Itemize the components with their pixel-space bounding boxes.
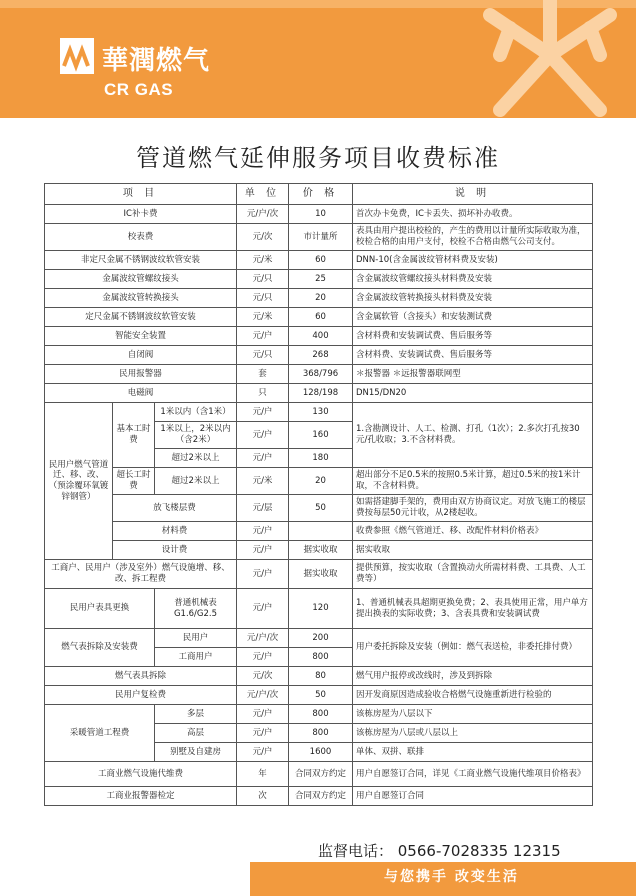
- table-row: [45, 686, 593, 705]
- row-unit: 元/户: [237, 449, 289, 468]
- row-sub: 多层: [155, 705, 237, 724]
- row-sub: 工商用户: [155, 648, 237, 667]
- table-row: [45, 541, 593, 560]
- row-unit: 元/户: [237, 327, 289, 346]
- brand-name-en: CR GAS: [104, 80, 174, 99]
- row-note: 含材料费、安装调试费、售后服务等: [353, 346, 593, 365]
- row-item: 金属波纹管螺纹接头: [45, 270, 237, 289]
- row-note: 含金属波纹管螺纹接头材料费及安装: [353, 270, 593, 289]
- row-price: 800: [289, 705, 353, 724]
- row-unit: 元/户: [237, 560, 289, 589]
- table-row: [45, 762, 593, 787]
- row-item: 民用报警器: [45, 365, 237, 384]
- row-sub: 高层: [155, 724, 237, 743]
- row-note: 首次办卡免费，IC卡丢失、损坏补办收费。: [353, 205, 593, 224]
- table-row: [45, 468, 593, 495]
- row-price: 128/198: [289, 384, 353, 403]
- row-price: 60: [289, 251, 353, 270]
- row-note: 含金属软管（含接头）和安装测试费: [353, 308, 593, 327]
- brand-name-cn: 華潤燃气: [102, 46, 211, 76]
- table-row: [45, 224, 593, 251]
- row-price: 160: [289, 422, 353, 449]
- row-note: 单体、双拼、联排: [353, 743, 593, 762]
- row-price: 据实收取: [289, 541, 353, 560]
- table-row: [45, 705, 593, 724]
- row-unit: 元/米: [237, 308, 289, 327]
- row-note: DNN-10(含金属波纹管材料费及安装): [353, 251, 593, 270]
- table-row: [45, 787, 593, 806]
- row-sub: 民用户: [155, 629, 237, 648]
- row-unit: 次: [237, 787, 289, 806]
- row-item: 民用户表具更换: [45, 589, 155, 629]
- snowflake-decoration-icon: [470, 0, 630, 118]
- row-item: 超过2米以上: [155, 468, 237, 495]
- row-note: 用户自愿签订合同，详见《工商业燃气设施代维项目价格表》: [353, 762, 593, 787]
- row-note: 燃气用户报停或改线时，涉及到拆除: [353, 667, 593, 686]
- row-price: [289, 522, 353, 541]
- row-unit: 元/层: [237, 495, 289, 522]
- row-note: 含材料费和安装调试费、售后服务等: [353, 327, 593, 346]
- row-price: 80: [289, 667, 353, 686]
- row-note: 用户自愿签订合同: [353, 787, 593, 806]
- table-header-row: [45, 184, 593, 205]
- row-item: 工商业燃气设施代维费: [45, 762, 237, 787]
- row-unit: 元/户: [237, 743, 289, 762]
- table-row: [45, 308, 593, 327]
- row-unit: 元/户/次: [237, 686, 289, 705]
- hotline-text: 监督电话： 0566-7028335 12315: [318, 842, 561, 860]
- row-item: 工商业报警器检定: [45, 787, 237, 806]
- row-price: 10: [289, 205, 353, 224]
- table-row: [45, 289, 593, 308]
- table-row: [45, 403, 593, 422]
- row-note: 收费参照《燃气管道迁、移、改配件材料价格表》: [353, 522, 593, 541]
- row-item: 民用户复检费: [45, 686, 237, 705]
- row-item: 超过2米以上: [155, 449, 237, 468]
- row-sub: 别墅及自建房: [155, 743, 237, 762]
- row-unit: 元/只: [237, 289, 289, 308]
- table-row: [45, 629, 593, 648]
- row-unit: 年: [237, 762, 289, 787]
- table-row: [45, 205, 593, 224]
- header-item: 项 目: [45, 184, 237, 205]
- row-unit: 元/户: [237, 724, 289, 743]
- row-unit: 元/户: [237, 522, 289, 541]
- row-item: IC补卡费: [45, 205, 237, 224]
- row-item: 燃气表具拆除: [45, 667, 237, 686]
- group-label: 民用户燃气管道迁、移、改、（预涂覆环氧镀锌钢管）: [45, 403, 113, 560]
- table-row: [45, 270, 593, 289]
- row-note: 用户委托拆除及安装（例如：燃气表送检，非委托排付费）: [353, 629, 593, 667]
- row-note: 提供预算，按实收取（含置换动火所需材料费、工具费、人工费等）: [353, 560, 593, 589]
- row-price: 合同双方约定: [289, 762, 353, 787]
- row-unit: 元/户: [237, 648, 289, 667]
- table-row: [45, 495, 593, 522]
- row-unit: 只: [237, 384, 289, 403]
- row-unit: 套: [237, 365, 289, 384]
- row-unit: 元/户/次: [237, 629, 289, 648]
- table-row: [45, 589, 593, 629]
- table-row: [45, 346, 593, 365]
- row-price: 800: [289, 648, 353, 667]
- row-note: 1.含勘测设计、人工、检测、打孔（1次）；2.多次打孔按30元/孔收取；3.不含材料费。: [353, 403, 593, 468]
- row-note: 表具由用户提出校检的，产生的费用以计量所实际收取为准，校检合格的由用户支付，校检不合格由燃气公司支付。: [353, 224, 593, 251]
- slogan-text: 与您携手 改变生活: [384, 869, 519, 885]
- row-item: 金属波纹管转换接头: [45, 289, 237, 308]
- row-item: 1米以上，2米以内（含2米）: [155, 422, 237, 449]
- header-unit: 单 位: [237, 184, 289, 205]
- row-unit: 元/只: [237, 270, 289, 289]
- row-item: 1米以内（含1米）: [155, 403, 237, 422]
- row-price: 50: [289, 495, 353, 522]
- row-price: 20: [289, 468, 353, 495]
- sub-label-long: 超长工时费: [113, 468, 155, 495]
- row-unit: 元/户: [237, 589, 289, 629]
- row-item: 电磁阀: [45, 384, 237, 403]
- row-unit: 元/只: [237, 346, 289, 365]
- row-item: 设计费: [113, 541, 237, 560]
- row-item: 放飞楼层费: [113, 495, 237, 522]
- row-price: 130: [289, 403, 353, 422]
- row-item: 燃气表拆除及安装费: [45, 629, 155, 667]
- table-row: [45, 251, 593, 270]
- row-item: 校表费: [45, 224, 237, 251]
- row-unit: 元/户: [237, 705, 289, 724]
- row-price: 120: [289, 589, 353, 629]
- row-item: 定尺金属不锈钢波纹软管安装: [45, 308, 237, 327]
- row-note: 含金属波纹管转换接头材料费及安装: [353, 289, 593, 308]
- row-price: 20: [289, 289, 353, 308]
- table-row: [45, 327, 593, 346]
- table-row: [45, 667, 593, 686]
- row-price: 268: [289, 346, 353, 365]
- page-title: 管道燃气延伸服务项目收费标准: [136, 144, 500, 172]
- row-item: 自闭阀: [45, 346, 237, 365]
- sub-label-basic: 基本工时费: [113, 403, 155, 468]
- row-item: 智能安全装置: [45, 327, 237, 346]
- row-note: 据实收取: [353, 541, 593, 560]
- row-unit: 元/米: [237, 251, 289, 270]
- row-note: 因开发商原因造成验收合格燃气设施重新进行检验的: [353, 686, 593, 705]
- row-note: DN15/DN20: [353, 384, 593, 403]
- row-price: 25: [289, 270, 353, 289]
- header-price: 价 格: [289, 184, 353, 205]
- row-price: 市计量所: [289, 224, 353, 251]
- row-item: 材料费: [113, 522, 237, 541]
- table-row: [45, 522, 593, 541]
- row-unit: 元/户: [237, 541, 289, 560]
- row-note: ＊报警器 ＊远报警器联网型: [353, 365, 593, 384]
- row-price: 180: [289, 449, 353, 468]
- row-price: 60: [289, 308, 353, 327]
- table-row: [45, 560, 593, 589]
- row-sub: 普通机械表G1.6/G2.5: [155, 589, 237, 629]
- row-unit: 元/次: [237, 667, 289, 686]
- row-price: 200: [289, 629, 353, 648]
- row-note: 该栋房屋为八层以下: [353, 705, 593, 724]
- row-note: 如需搭建脚手架的，费用由双方协商议定。对放飞施工的楼层费按每层50元计收，从2楼起收。: [353, 495, 593, 522]
- row-item: 采暖管道工程费: [45, 705, 155, 762]
- row-price: 368/796: [289, 365, 353, 384]
- row-item: 工商户、民用户（涉及室外）燃气设施增、移、改、拆工程费: [45, 560, 237, 589]
- row-price: 合同双方约定: [289, 787, 353, 806]
- fee-table: [44, 183, 593, 806]
- row-note: 该栋房屋为八层或八层以上: [353, 724, 593, 743]
- header-note: 说 明: [353, 184, 593, 205]
- row-price: 400: [289, 327, 353, 346]
- row-price: 50: [289, 686, 353, 705]
- row-price: 据实收取: [289, 560, 353, 589]
- brand-header: [0, 0, 636, 118]
- row-unit: 元/米: [237, 468, 289, 495]
- row-unit: 元/户/次: [237, 205, 289, 224]
- row-item: 非定尺金属不锈钢波纹软管安装: [45, 251, 237, 270]
- row-price: 1600: [289, 743, 353, 762]
- table-row: [45, 365, 593, 384]
- row-unit: 元/户: [237, 422, 289, 449]
- cr-logo-icon: [60, 38, 94, 74]
- row-unit: 元/次: [237, 224, 289, 251]
- row-note: 1、普通机械表具超期更换免费；2、表具使用正常，用户单方提出换表的实际收费；3、含表具费和安装调试费: [353, 589, 593, 629]
- row-note: 超出部分不足0.5米的按照0.5米计算，超过0.5米的按1米计取，不含材料费。: [353, 468, 593, 495]
- row-price: 800: [289, 724, 353, 743]
- table-row: [45, 384, 593, 403]
- row-unit: 元/户: [237, 403, 289, 422]
